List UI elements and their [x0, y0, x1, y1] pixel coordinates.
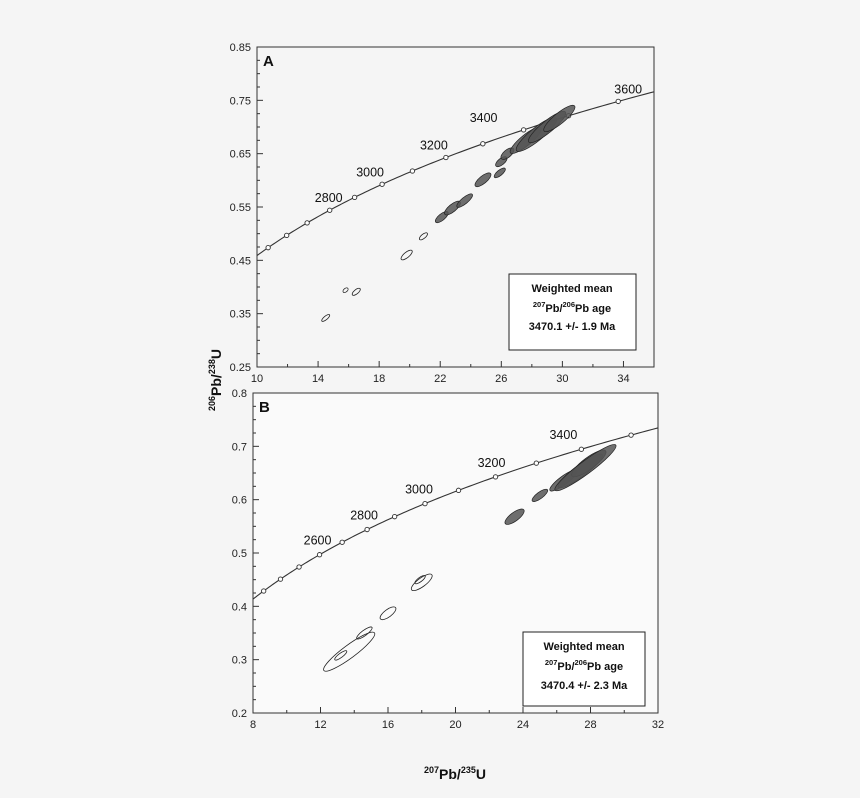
panel-a-legend-mid1: Pb/ — [545, 303, 563, 315]
panel-a-concordia-marker — [328, 208, 332, 212]
panel-b-concordia-marker — [317, 553, 321, 557]
panel-a-concordia-marker — [410, 169, 414, 173]
panel-b-x-tick-label: 8 — [249, 719, 257, 731]
panel-a-y-tick-label: 0.55 — [229, 202, 251, 214]
x-axis-title-sup1: 207 — [424, 765, 440, 775]
panel-a-age-label: 2800 — [314, 191, 343, 206]
panel-b-concordia-marker — [534, 461, 538, 465]
panel-a-concordia-marker — [284, 233, 288, 237]
panel-b-concordia-marker — [261, 589, 265, 593]
panel-a-concordia-marker — [380, 182, 384, 186]
panel-a-concordia-marker — [444, 155, 448, 159]
panel-b-y-tick-label: 0.7 — [231, 441, 247, 454]
panel-b-legend-box — [523, 632, 645, 706]
panel-a-age-label: 3200 — [419, 138, 448, 153]
panel-a-legend-sup2: 206 — [562, 300, 576, 309]
panel-a-y-tick-label: 0.25 — [229, 362, 251, 374]
panel-a-concordia-marker — [352, 195, 356, 199]
panel-a-y-tick-label: 0.35 — [229, 308, 251, 321]
panel-b-x-tick-label: 16 — [381, 719, 395, 731]
panel-a — [230, 42, 673, 385]
panel-b-concordia-marker — [629, 433, 633, 437]
panel-a-x-tick-label: 14 — [311, 373, 325, 385]
x-axis-title — [424, 765, 486, 782]
panel-a-legend-box — [509, 274, 636, 350]
panel-b-y-tick-label: 0.2 — [231, 708, 247, 720]
panel-b-age-label: 3200 — [477, 455, 506, 470]
panel-a-legend-sup1: 207 — [532, 300, 546, 309]
panel-b-concordia-marker — [340, 540, 344, 544]
panel-b-concordia-marker — [493, 475, 497, 479]
panel-b-concordia-marker — [365, 527, 369, 531]
panel-b-concordia-marker — [392, 514, 396, 518]
panel-b-x-tick-label: 28 — [584, 719, 597, 731]
panel-b-concordia-marker — [278, 577, 282, 581]
panel-b-x-tick-label: 20 — [449, 719, 462, 731]
y-axis-title-sup2: 238 — [207, 359, 217, 375]
panel-b — [232, 388, 664, 731]
panel-b-age-label: 2800 — [350, 508, 379, 523]
panel-b-age-label: 3000 — [405, 482, 433, 497]
panel-b-legend-sup2: 206 — [574, 658, 588, 667]
panel-a-y-tick-label: 0.85 — [229, 42, 251, 54]
y-axis-title-mid: Pb/ — [208, 374, 224, 396]
panel-a-y-tick-label: 0.65 — [229, 148, 251, 161]
panel-a-concordia-marker — [266, 245, 270, 249]
panel-a-age-label: 3400 — [469, 110, 498, 125]
panel-b-legend-mid1: Pb/ — [557, 661, 575, 673]
panel-b-y-tick-label: 0.3 — [231, 654, 247, 667]
panel-a-legend-line1: Weighted mean — [531, 283, 613, 295]
panel-a-age-label: 3000 — [356, 165, 385, 180]
panel-a-letter: A — [263, 53, 274, 70]
panel-b-legend-line3: 3470.4 +/- 2.3 Ma — [540, 680, 628, 692]
panel-b-x-tick-label: 12 — [314, 719, 327, 731]
panel-b-age-label: 3400 — [549, 428, 578, 443]
y-axis-title — [207, 349, 224, 411]
x-axis-title-sup2: 235 — [460, 765, 476, 775]
panel-b-concordia-marker — [456, 488, 460, 492]
panel-a-x-tick-label: 34 — [617, 373, 630, 385]
panel-a-concordia-marker — [521, 128, 525, 132]
panel-b-x-tick-label: 32 — [651, 719, 665, 731]
panel-a-x-tick-label: 10 — [250, 373, 264, 385]
panel-b-y-tick-label: 0.5 — [231, 548, 247, 560]
panel-b-concordia-marker — [579, 447, 583, 451]
panel-b-age-label: 2600 — [303, 533, 332, 548]
panel-b-letter: B — [259, 399, 270, 416]
panel-b-concordia-marker — [423, 501, 427, 505]
panel-b-legend-line1: Weighted mean — [543, 641, 625, 653]
panel-a-concordia-marker — [481, 142, 485, 146]
panel-a-x-tick-label: 26 — [495, 373, 508, 385]
y-axis-title-end: U — [208, 349, 224, 360]
panel-b-y-tick-label: 0.4 — [231, 601, 247, 614]
panel-a-age-label: 3600 — [614, 82, 643, 97]
panel-b-y-tick-label: 0.8 — [231, 388, 247, 400]
panel-a-concordia-marker — [616, 99, 620, 103]
panel-a-x-tick-label: 22 — [434, 373, 447, 385]
panel-b-concordia-marker — [297, 565, 301, 569]
panel-b-legend-mid2: Pb age — [587, 661, 624, 673]
panel-a-legend-mid2: Pb age — [575, 303, 612, 315]
x-axis-title-mid: Pb/ — [439, 766, 461, 782]
panel-a-legend-line3: 3470.1 +/- 1.9 Ma — [528, 321, 616, 333]
panel-a-concordia-marker — [305, 221, 309, 225]
panel-b-y-tick-label: 0.6 — [231, 494, 247, 507]
x-axis-title-end: U — [475, 766, 486, 782]
panel-b-x-tick-label: 24 — [516, 719, 530, 731]
y-axis-title-sup1: 206 — [207, 395, 217, 411]
panel-b-legend-sup1: 207 — [544, 658, 558, 667]
panel-a-x-tick-label: 30 — [556, 373, 569, 385]
panel-a-x-tick-label: 18 — [373, 373, 386, 385]
panel-a-y-tick-label: 0.75 — [229, 95, 251, 108]
panel-a-y-tick-label: 0.45 — [229, 255, 251, 268]
